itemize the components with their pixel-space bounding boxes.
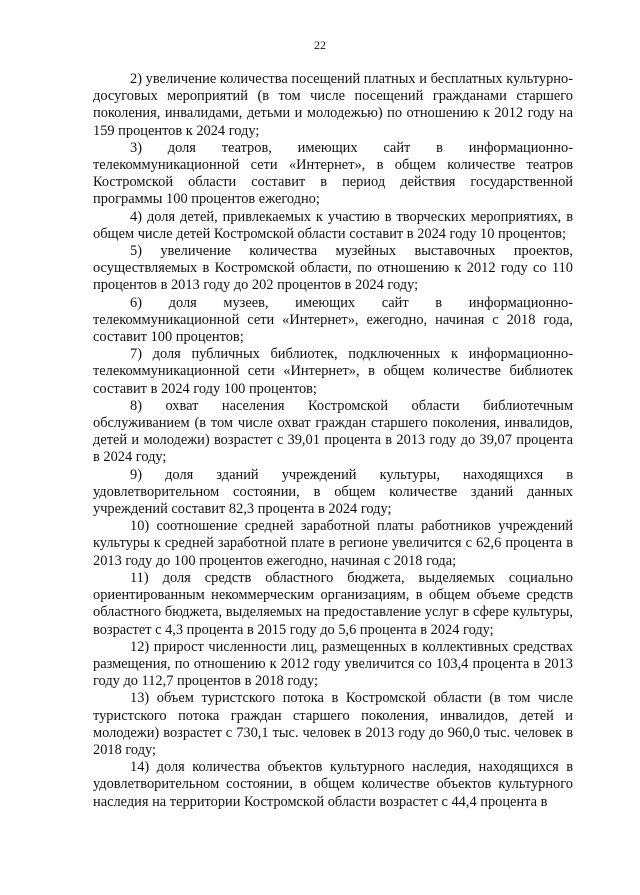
- document-body: [93, 71, 573, 811]
- list-item-4: 4) доля детей, привлекаемых к участию в творческих мероприятиях, в общем числе детей Костромской области составит в 2024 году 10 процентов;: [93, 208, 573, 242]
- list-item-11: 11) доля средств областного бюджета, выделяемых социально ориентированным некоммерческим организациям, в общем объеме средств областного бюджета, выделяемых на предоставление услуг в сфере культуры, возрастет с 4,3 процента в 2015 году до 5,6 процента в 2024 году;: [93, 569, 573, 638]
- list-item-13: 13) объем туристского потока в Костромской области (в том числе туристского потока граждан старшего поколения, инвалидов, детей и молодежи) возрастет с 730,1 тыс. человек в 2013 году до 960,0 тыс. человек в 2018 году;: [93, 690, 573, 758]
- list-item-8: 8) охват населения Костромской области библиотечным обслуживанием (в том числе охват граждан старшего поколения, инвалидов, детей и молодежи) возрастет с 39,01 процента в 2013 году до 39,07 процента в 2024 году;: [93, 397, 573, 466]
- list-item-7: 7) доля публичных библиотек, подключенных к информационно-телекоммуникационной сети «Интернет», в общем количестве библиотек составит в 2024 году 100 процентов;: [93, 346, 573, 397]
- list-item-5: 5) увеличение количества музейных выставочных проектов, осуществляемых в Костромской области, по отношению к 2012 году со 110 процентов в 2013 году до 202 процентов в 2024 году;: [93, 243, 573, 294]
- list-item-3: 3) доля театров, имеющих сайт в информационно-телекоммуникационной сети «Интернет», в общем количестве театров Костромской области составит в период действия государственной программы 100 процентов ежегодно;: [93, 139, 573, 208]
- list-item-10: 10) соотношение средней заработной платы работников учреждений культуры к средней заработной плате в регионе увеличится с 62,6 процента в 2013 году до 100 процентов ежегодно, начиная с 2018 года;: [93, 518, 573, 569]
- page-number: 22: [314, 38, 326, 52]
- list-item-2: 2) увеличение количества посещений платных и бесплатных культурно-досуговых мероприятий (в том числе посещений гражданами старшего поколения, инвалидами, детьми и молодежью) по отношению к 2012 году на 159 процентов к 2024 году;: [93, 71, 573, 139]
- list-item-14: 14) доля количества объектов культурного наследия, находящихся в удовлетворительном состоянии, в общем количестве объектов культурного наследия на территории Костромской области возрастет с 44,4 процента в: [93, 759, 573, 810]
- list-item-6: 6) доля музеев, имеющих сайт в информационно-телекоммуникационной сети «Интернет», ежегодно, начиная с 2018 года, составит 100 процентов;: [93, 294, 573, 346]
- list-item-9: 9) доля зданий учреждений культуры, находящихся в удовлетворительном состоянии, в общем количестве зданий данных учреждений составит 82,3 процента в 2024 году;: [93, 466, 573, 518]
- list-item-12: 12) прирост численности лиц, размещенных в коллективных средствах размещения, по отношению к 2012 году увеличится со 103,4 процента в 2013 году до 112,7 процентов в 2018 году;: [93, 638, 573, 690]
